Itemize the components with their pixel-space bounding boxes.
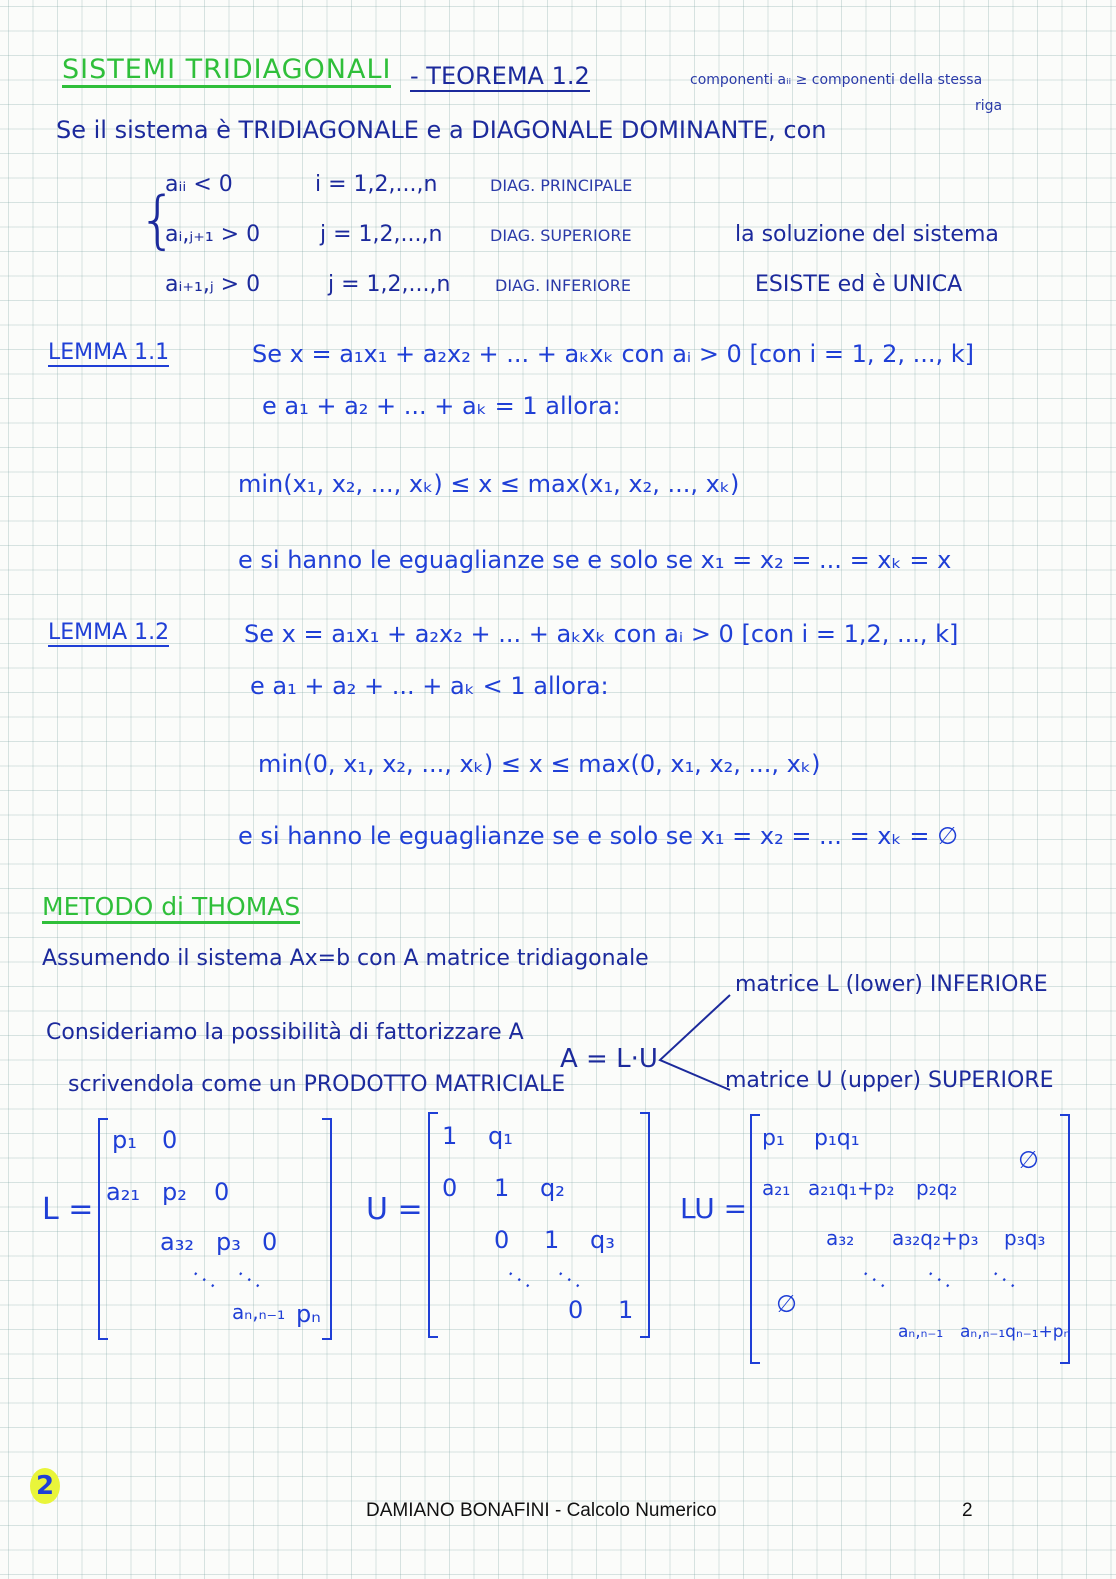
matrix-cell: 0 <box>442 1174 458 1202</box>
thomas-product: scrivendola come un PRODOTTO MATRICIALE <box>68 1072 566 1097</box>
diagonal-dots: ··· <box>551 1262 591 1300</box>
lemma-1-equality: e si hanno le eguaglianze se e solo se x₁ = x₂ = ... = xₖ = x <box>238 546 952 574</box>
condition-label: DIAG. PRINCIPALE <box>490 176 633 195</box>
lemma-2-equality: e si hanno le eguaglianze se e solo se x₁ = x₂ = ... = xₖ = ∅ <box>238 822 958 850</box>
lemma-2-title: LEMMA 1.2 <box>48 620 170 645</box>
matrix-cell: a₃₂q₂+p₃ <box>892 1226 979 1250</box>
lemma-1-inequality: min(x₁, x₂, ..., xₖ) ≤ x ≤ max(x₁, x₂, ..., xₖ) <box>238 470 740 498</box>
lemma-1-condition: e a₁ + a₂ + ... + aₖ = 1 allora: <box>262 392 621 420</box>
matrix-LU-left-bracket <box>750 1114 760 1364</box>
matrix-cell: aₙ,ₙ₋₁ <box>232 1300 286 1324</box>
matrix-cell: 0 <box>214 1178 230 1206</box>
matrix-cell: p₃q₃ <box>1004 1226 1046 1250</box>
upper-matrix-note: matrice U (upper) SUPERIORE <box>725 1068 1054 1093</box>
matrix-cell: a₂₁ <box>106 1178 140 1206</box>
conclusion: la soluzione del sistema <box>735 222 999 247</box>
matrix-cell: pₙ <box>296 1300 321 1328</box>
matrix-cell: a₃₂ <box>160 1228 194 1256</box>
page-title: SISTEMI TRIDIAGONALI <box>62 54 391 88</box>
matrix-cell: 0 <box>494 1226 510 1254</box>
condition-expr: aᵢ,ⱼ₊₁ > 0 <box>165 222 261 247</box>
diagonal-dots: ··· <box>856 1262 896 1300</box>
theorem-title: - TEOREMA 1.2 <box>410 62 590 90</box>
matrix-cell: p₁q₁ <box>814 1126 860 1151</box>
matrix-cell: p₂q₂ <box>916 1176 958 1200</box>
matrix-cell: 1 <box>494 1174 510 1202</box>
factor-equation: A = L·U <box>560 1044 658 1074</box>
matrix-cell: 0 <box>262 1228 278 1256</box>
lemma-2-condition: e a₁ + a₂ + ... + aₖ < 1 allora: <box>250 672 609 700</box>
diagonal-dots: ··· <box>186 1262 226 1300</box>
page-badge: 2 <box>30 1468 60 1504</box>
lemma-2-statement: Se x = a₁x₁ + a₂x₂ + ... + aₖxₖ con aᵢ > 0 [con i = 1,2, ..., k] <box>244 620 959 648</box>
condition-label: DIAG. INFERIORE <box>495 276 631 295</box>
lemma-1-title: LEMMA 1.1 <box>48 340 170 365</box>
matrix-cell: 1 <box>618 1296 634 1324</box>
matrix-L-label: L = <box>42 1192 94 1227</box>
matrix-cell: q₁ <box>488 1122 513 1150</box>
condition-range: j = 1,2,...,n <box>320 222 443 247</box>
header-note-2: riga <box>975 98 1003 114</box>
diagonal-dots: ··· <box>231 1262 271 1300</box>
matrix-cell: a₃₂ <box>826 1226 855 1250</box>
matrix-cell: a₂₁q₁+p₂ <box>808 1176 895 1200</box>
lower-matrix-note: matrice L (lower) INFERIORE <box>735 972 1048 997</box>
matrix-U-label: U = <box>366 1192 423 1227</box>
matrix-cell: 1 <box>544 1226 560 1254</box>
matrix-cell: ∅ <box>776 1290 797 1318</box>
brace: { <box>138 183 178 256</box>
matrix-cell: q₂ <box>540 1174 565 1202</box>
page-number: 2 <box>962 1500 973 1521</box>
diagonal-dots: ··· <box>501 1262 541 1300</box>
matrix-cell: 0 <box>568 1296 584 1324</box>
matrix-cell: q₃ <box>590 1226 615 1254</box>
condition-range: j = 1,2,...,n <box>328 272 451 297</box>
theorem-intro: Se il sistema è TRIDIAGONALE e a DIAGONALE DOMINANTE, con <box>56 116 827 144</box>
matrix-cell: aₙ,ₙ₋₁ <box>898 1322 944 1342</box>
matrix-cell: p₂ <box>162 1178 187 1206</box>
matrix-cell: aₙ,ₙ₋₁qₙ₋₁+pₙ <box>960 1322 1071 1342</box>
footer-text: DAMIANO BONAFINI - Calcolo Numerico <box>366 1500 717 1521</box>
diagonal-dots: ··· <box>986 1262 1026 1300</box>
condition-range: i = 1,2,...,n <box>315 172 438 197</box>
conclusion-2: ESISTE ed è UNICA <box>755 272 963 297</box>
matrix-cell: 0 <box>162 1126 178 1154</box>
section-title: METODO di THOMAS <box>42 892 300 924</box>
split-arrow-icon <box>655 990 735 1100</box>
lemma-2-inequality: min(0, x₁, x₂, ..., xₖ) ≤ x ≤ max(0, x₁, x₂, ..., xₖ) <box>258 750 821 778</box>
matrix-cell: ∅ <box>1018 1146 1039 1174</box>
matrix-U-right-bracket <box>640 1112 650 1338</box>
matrix-U-left-bracket <box>428 1112 438 1338</box>
thomas-assumption: Assumendo il sistema Ax=b con A matrice tridiagonale <box>42 946 649 971</box>
lemma-1-statement: Se x = a₁x₁ + a₂x₂ + ... + aₖxₖ con aᵢ > 0 [con i = 1, 2, ..., k] <box>252 340 975 368</box>
header-note: componenti aᵢᵢ ≥ componenti della stessa <box>690 72 983 88</box>
matrix-cell: a₂₁ <box>762 1176 791 1200</box>
matrix-L-left-bracket <box>98 1118 108 1340</box>
matrix-cell: 1 <box>442 1122 458 1150</box>
matrix-cell: p₁ <box>112 1126 137 1154</box>
matrix-LU-label: LU = <box>680 1192 748 1225</box>
condition-expr: aᵢᵢ < 0 <box>165 172 233 197</box>
matrix-L-right-bracket <box>322 1118 332 1340</box>
matrix-cell: p₃ <box>216 1228 241 1256</box>
condition-label: DIAG. SUPERIORE <box>490 226 632 245</box>
matrix-cell: p₁ <box>762 1126 785 1151</box>
condition-expr: aᵢ₊₁,ⱼ > 0 <box>165 272 261 297</box>
thomas-factorization: Consideriamo la possibilità di fattorizzare A <box>46 1020 524 1045</box>
diagonal-dots: ··· <box>921 1262 961 1300</box>
